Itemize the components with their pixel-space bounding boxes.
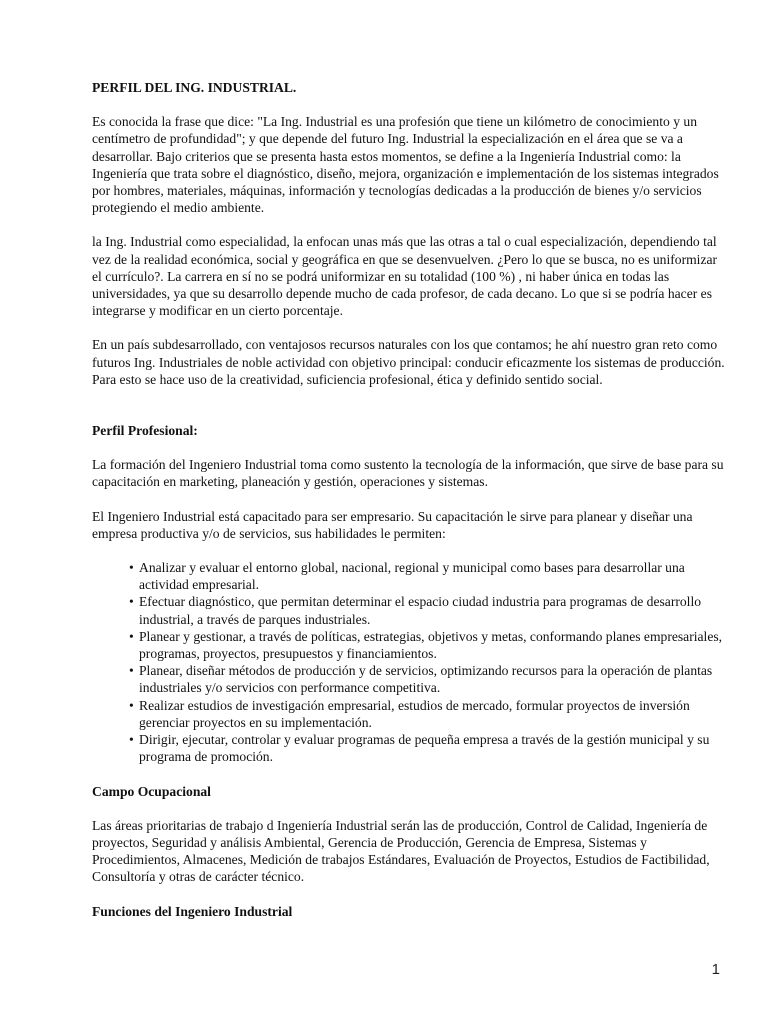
list-item xyxy=(92,628,728,662)
campo-ocupacional-paragraph: Las áreas prioritarias de trabajo d Ingeniería Industrial serán las de producción, Control de Calidad, Ingeniería de proyectos, Seguridad y análisis Ambiental, Gerencia de Producción, Gerencia de Empresa, Sistemas y Procedimientos, Almacenes, Medición de trabajos Estándares, Evaluación de Proyectos, Estudios de Factibilidad, Consultoría y otras de carácter técnico. xyxy=(92,817,710,885)
intro-paragraph-1: Es conocida la frase que dice: "La Ing. Industrial es una profesión que tiene un kilómetro de conocimiento y un centímetro de profundidad"; y que depende del futuro Ing. Industrial la especialización en el área que se va a desarrollar. Bajo criterios que se presenta hasta estos momentos, se define a la Ingeniería Industrial como: la Ingeniería que trata sobre el diagnóstico, diseño, mejora, organización e implementación de los sistemas integrados por hombres, materiales, máquinas, información y tecnologías dedicadas a la producción de bienes y/o servicios protegiendo el medio ambiente. xyxy=(92,114,719,216)
list-item-text: Planear y gestionar, a través de políticas, estrategias, objetivos y metas, conformando planes empresariales, programas, proyectos, presupuestos y financiamientos. xyxy=(139,628,723,662)
spacer xyxy=(92,439,728,456)
spacer xyxy=(92,766,728,783)
list-item xyxy=(92,593,728,627)
list-item xyxy=(92,697,728,731)
bullet-icon: • xyxy=(129,697,134,713)
list-item-text: Analizar y evaluar el entorno global, nacional, regional y municipal como bases para desarrollar una actividad empresarial. xyxy=(139,560,685,593)
perfil-profesional-heading: Perfil Profesional: xyxy=(92,423,198,439)
bullet-icon: • xyxy=(129,560,134,576)
spacer xyxy=(92,96,728,113)
spacer xyxy=(92,800,728,817)
intro-paragraph-3: En un país subdesarrollado, con ventajosos recursos naturales con los que contamos; he ahí nuestro gran reto como futuros Ing. Industriales de noble actividad con objetivo principal: conducir eficazmente los sistemas de producción. Para esto se hace uso de la creatividad, suficiencia profesional, ética y definido sentido social. xyxy=(92,337,725,387)
list-item-text: Planear, diseñar métodos de producción y de servicios, optimizando recursos para la operación de plantas industriales y/o servicios con performance competitiva. xyxy=(139,663,713,696)
list-item-text: Realizar estudios de investigación empresarial, estudios de mercado, formular proyectos de inversión gerenciar proyectos en su implementación. xyxy=(139,697,690,730)
spacer xyxy=(92,216,728,233)
list-item xyxy=(92,731,728,765)
bullet-icon: • xyxy=(129,628,134,644)
bullet-icon: • xyxy=(129,594,134,610)
spacer xyxy=(92,886,728,903)
abilities-list xyxy=(92,559,728,765)
perfil-paragraph-2: El Ingeniero Industrial está capacitado para ser empresario. Su capacitación le sirve para planear y diseñar una empresa productiva y/o de servicios, sus habilidades le permiten: xyxy=(92,508,693,541)
page-number: 1 xyxy=(711,961,720,978)
document-page xyxy=(92,79,728,920)
spacer xyxy=(92,388,728,422)
intro-paragraph-2: la Ing. Industrial como especialidad, la enfocan unas más que las otras a tal o cual especialización, dependiendo tal vez de la realidad económica, social y geográfica en que se desenvuelven. ¿Pero lo que se busca, no es uniformizar el currículo?. La carrera en sí no se podrá uniformizar en su totalidad (100 %) , ni haber única en todas las universidades, ya que su desarrollo depende mucho de cada profesor, de cada decano. Lo que si se podría hacer es integrarse y modificar en un cierto porcentaje. xyxy=(92,234,718,319)
spacer xyxy=(92,542,728,559)
list-item xyxy=(92,559,728,593)
document-title: PERFIL DEL ING. INDUSTRIAL. xyxy=(92,80,297,95)
list-item xyxy=(92,662,728,696)
list-item-text: Dirigir, ejecutar, controlar y evaluar programas de pequeña empresa a través de la gestión municipal y su programa de promoción. xyxy=(139,732,710,765)
bullet-icon: • xyxy=(129,732,134,748)
bullet-icon: • xyxy=(129,663,134,679)
spacer xyxy=(92,491,728,508)
funciones-heading: Funciones del Ingeniero Industrial xyxy=(92,903,293,919)
list-item-text: Efectuar diagnóstico, que permitan determinar el espacio ciudad industria para programas de desarrollo industrial, a través de parques industriales. xyxy=(139,594,702,627)
spacer xyxy=(92,319,728,336)
campo-ocupacional-heading: Campo Ocupacional xyxy=(92,783,211,799)
perfil-paragraph-1: La formación del Ingeniero Industrial toma como sustento la tecnología de la información, que sirve de base para su capacitación en marketing, planeación y gestión, operaciones y sistemas. xyxy=(92,457,724,490)
